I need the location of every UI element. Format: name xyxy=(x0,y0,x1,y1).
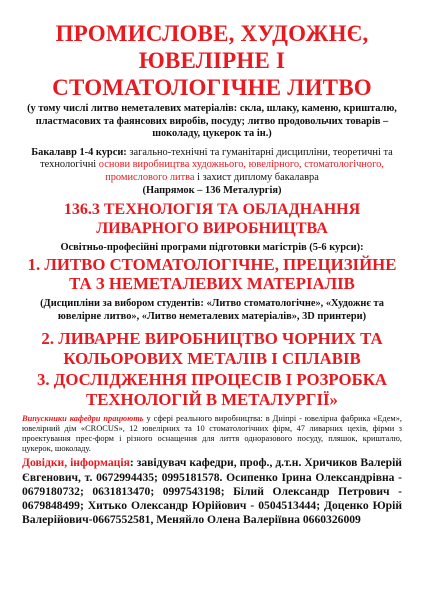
contacts-paragraph xyxy=(22,456,402,527)
graduates-paragraph xyxy=(22,414,402,455)
program-3-line-2: ТЕХНОЛОГІЙ В МЕТАЛУРГІЇ» xyxy=(86,389,338,409)
bachelor-direction: (Напрямок – 136 Металургія) xyxy=(142,184,282,196)
program-2-heading xyxy=(22,329,402,368)
main-title-line-1: ПРОМИСЛОВЕ, ХУДОЖНЄ, xyxy=(55,21,369,46)
main-title xyxy=(22,20,402,101)
main-title-line-2: ЮВЕЛІРНЕ І xyxy=(138,48,286,73)
graduates-text: у сфері реального виробництва: в Дніпрі - ювелірна фабрика «Едем», ювелірний дім «CROCUS», 12 ювелірних та 10 стоматологічних фірм, 47 ливарних цехів, фірми з проектування прес-форм і різного оснащення для лиття одноразового посуду, пляшок, кришталю, цукерок, шоколаду. xyxy=(22,413,402,454)
program-3-heading xyxy=(22,370,402,409)
program-1-line-2: ТА З НЕМЕТАЛЕВИХ МАТЕРІАЛІВ xyxy=(69,274,355,294)
bachelor-text-2: і захист диплому бакалавра xyxy=(194,171,319,183)
bachelor-block xyxy=(22,147,402,197)
contacts-lead: Довідки, інформація xyxy=(22,456,130,470)
bachelor-highlight: основи виробництва художнього, ювелірного, стоматологічного, промислового литва xyxy=(98,159,384,183)
specialty-line-1: 136.3 ТЕХНОЛОГІЯ ТА ОБЛАДНАННЯ xyxy=(63,201,361,219)
program-2-line-2: КОЛЬОРОВИХ МЕТАЛІВ І СПЛАВІВ xyxy=(63,348,361,368)
specialty-line-2: ЛИВАРНОГО ВИРОБНИЦТВА xyxy=(96,220,328,238)
program-3-line-1: 3. ДОСЛІДЖЕННЯ ПРОЦЕСІВ І РОЗРОБКА xyxy=(37,370,387,390)
bachelor-text-1: загально-технічні та гуманітарні дисципліни, теоретичні та технологічні xyxy=(40,146,393,171)
electives-note: (Дисципліни за вибором студентів: «Литво стоматологічне», «Художнє та ювелірне литво», «Литво неметалевих матеріалів», 3D принтери) xyxy=(40,297,384,322)
graduates-lead: Випускники кафедри працюють xyxy=(22,413,144,423)
subtitle: (у тому числі литво неметалевих матеріалів: скла, шлаку, каменю, кришталю, пластмасових та фаянсових виробів, посуду; литво продовольчих товарів – шоколаду, цукерок та ін.) xyxy=(27,103,397,140)
program-1-line-1: 1. ЛИТВО СТОМАТОЛОГІЧНЕ, ПРЕЦИЗІЙНЕ xyxy=(27,254,397,274)
masters-intro: Освітньо-професійні програми підготовки магістрів (5-6 курси): xyxy=(60,242,364,254)
program-1-heading xyxy=(22,255,402,294)
contacts-text: : завідувач кафедри, проф., д.т.н. Хричиков Валерій Євгенович, т. 0672994435; 0995181578. Осипенко Ірина Олександрівна - 0679180732; 0631813470; 0997543198; Білий Олександр Петрович - 0679848499; Хитько Олександр Юрійович - 0504513444; Доценко Юрій Валерійович-0667552581, Меняйло Олена Валеріївна 0660326009 xyxy=(22,456,402,527)
specialty-heading xyxy=(22,200,402,238)
program-2-line-1: 2. ЛИВАРНЕ ВИРОБНИЦТВО ЧОРНИХ ТА xyxy=(41,329,383,349)
main-title-line-3: СТОМАТОЛОГІЧНЕ ЛИТВО xyxy=(52,75,372,100)
bachelor-lead: Бакалавр 1-4 курси: xyxy=(31,146,127,158)
